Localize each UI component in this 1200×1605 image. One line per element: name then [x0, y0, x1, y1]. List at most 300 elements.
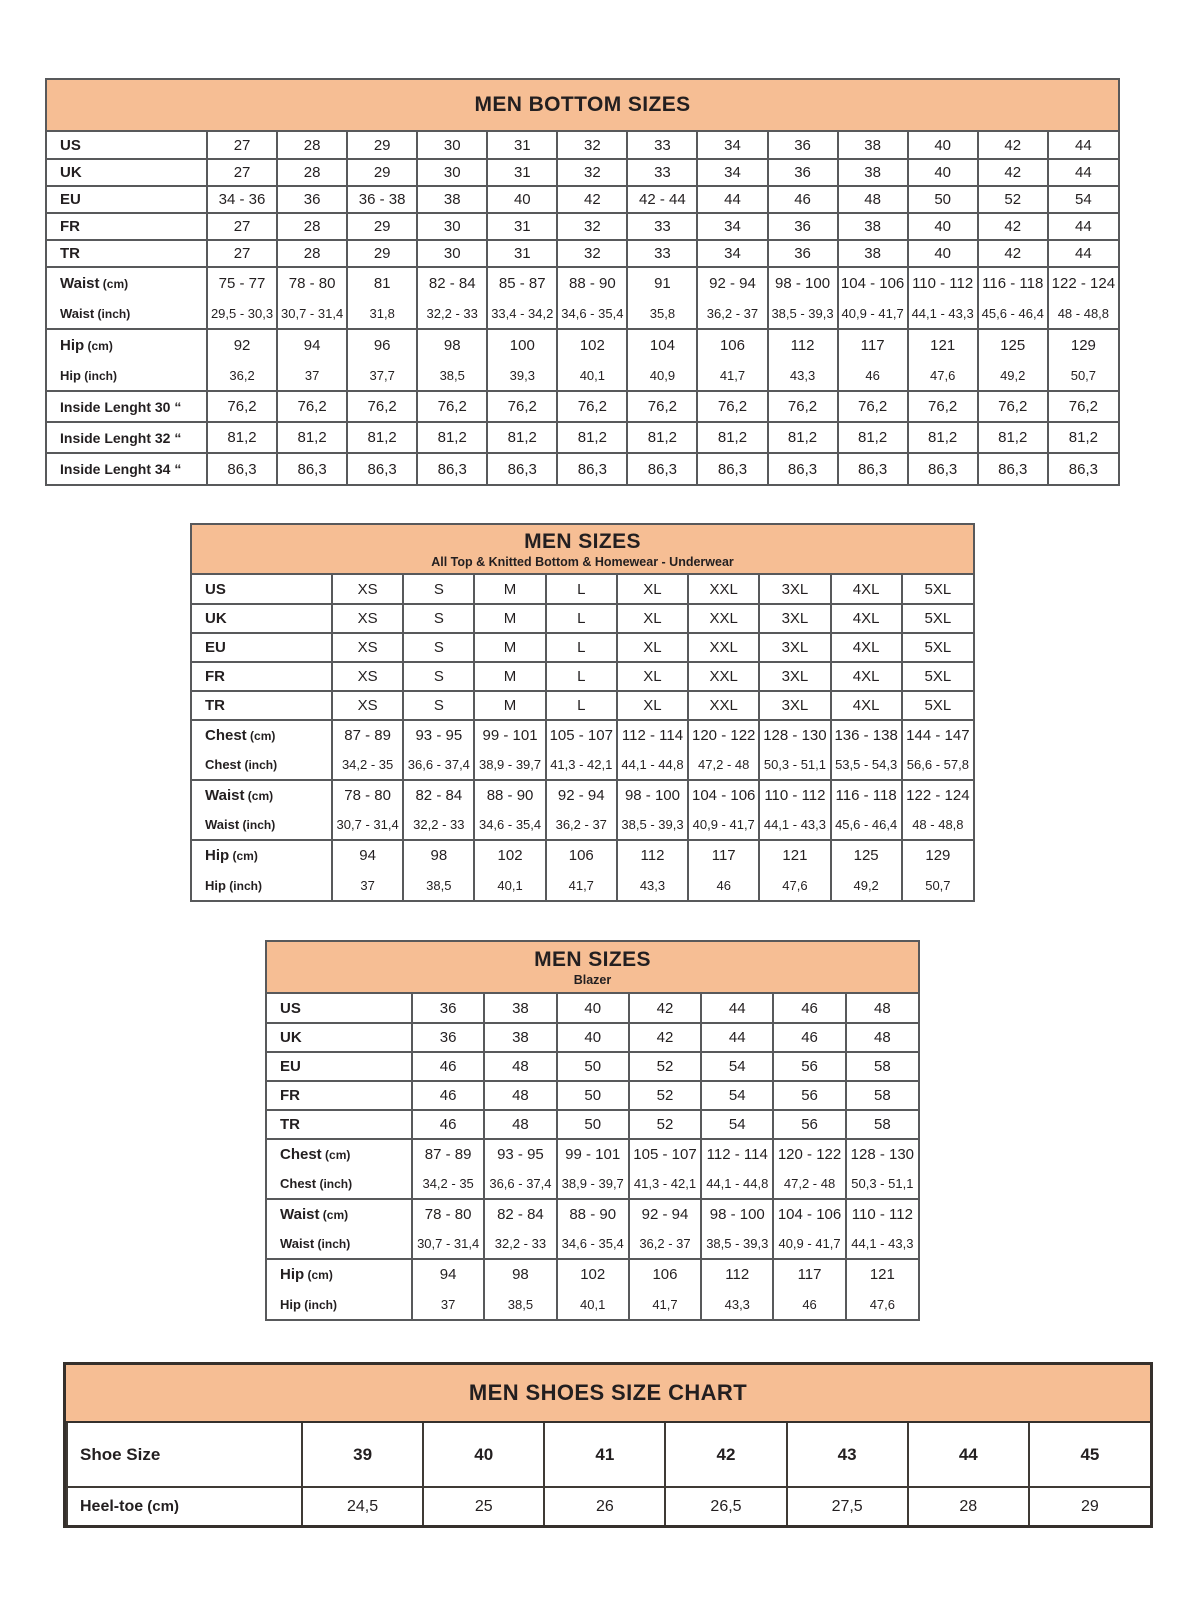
table-cell: 48 — [846, 1023, 918, 1052]
row-label: Inside Lenght 30 “ — [47, 391, 207, 422]
table-cell: 86,3 — [768, 453, 838, 484]
table-cell: 92 - 94 — [629, 1199, 701, 1229]
table-cell: 28 — [277, 132, 347, 159]
table-cell: 46 — [773, 1023, 845, 1052]
table-cell: 37,7 — [347, 360, 417, 391]
table-row — [267, 1229, 918, 1259]
table-cell: 43,3 — [701, 1289, 773, 1319]
row-label: FR — [267, 1081, 412, 1110]
table-cell: 86,3 — [487, 453, 557, 484]
table-cell: 32 — [557, 213, 627, 240]
table-cell: 34 — [697, 159, 767, 186]
table-cell: 33 — [627, 132, 697, 159]
table-cell: 42 — [978, 159, 1048, 186]
table-cell: 28 — [277, 213, 347, 240]
table-cell: 47,6 — [908, 360, 978, 391]
table-cell: 28 — [277, 159, 347, 186]
row-label: US — [280, 999, 301, 1017]
table-cell: 76,2 — [978, 391, 1048, 422]
table-cell: 76,2 — [768, 391, 838, 422]
table-cell: 44 — [908, 1423, 1029, 1487]
table-subtitle: All Top & Knitted Bottom & Homewear - Underwear — [431, 554, 734, 569]
table-cell: 104 - 106 — [688, 780, 759, 810]
table-row — [47, 267, 1118, 298]
row-label: Hip (cm) — [47, 329, 207, 360]
table-cell: 38,5 — [403, 870, 474, 900]
table-cell: 34 — [697, 240, 767, 267]
row-label: EU — [192, 633, 332, 662]
table-cell: 128 - 130 — [846, 1139, 918, 1169]
table-cell: XS — [332, 633, 403, 662]
table-cell: 44,1 - 44,8 — [617, 750, 688, 780]
table-cell: 86,3 — [627, 453, 697, 484]
table-cell: M — [474, 691, 545, 720]
table-cell: 26 — [544, 1487, 665, 1525]
row-label: Hip (cm) — [267, 1259, 412, 1289]
table-cell: XS — [332, 662, 403, 691]
table-cell: 36 — [768, 213, 838, 240]
table-cell: 104 - 106 — [838, 267, 908, 298]
table-cell: 54 — [1048, 186, 1118, 213]
row-label: UK — [267, 1023, 412, 1052]
table-cell: 27,5 — [787, 1487, 908, 1525]
table-cell: 48 — [484, 1110, 556, 1139]
table-cell: 105 - 107 — [629, 1139, 701, 1169]
table-cell: 92 - 94 — [546, 780, 617, 810]
table-cell: 4XL — [831, 575, 902, 604]
row-label: Waist (inch) — [60, 305, 131, 321]
table-cell: 36 — [277, 186, 347, 213]
table-cell: M — [474, 633, 545, 662]
table-cell: 54 — [701, 1052, 773, 1081]
table-cell: 106 — [546, 840, 617, 870]
table-cell: 44 — [1048, 132, 1118, 159]
table-cell: 40,1 — [557, 360, 627, 391]
table-cell: 38 — [838, 213, 908, 240]
table-cell: 34,2 - 35 — [412, 1169, 484, 1199]
table-cell: XXL — [688, 662, 759, 691]
table-cell: 76,2 — [1048, 391, 1118, 422]
table-cell: 50 — [557, 1052, 629, 1081]
table-cell: M — [474, 575, 545, 604]
table-row — [192, 720, 973, 750]
row-label: FR — [192, 662, 332, 691]
table-cell: 30,7 - 31,4 — [412, 1229, 484, 1259]
table-cell: XL — [617, 633, 688, 662]
table-cell: 49,2 — [978, 360, 1048, 391]
table-cell: 53,5 - 54,3 — [831, 750, 902, 780]
table-cell: 98 — [403, 840, 474, 870]
table-cell: 40 — [557, 994, 629, 1023]
table-cell: 91 — [627, 267, 697, 298]
table-cell: 41,3 - 42,1 — [546, 750, 617, 780]
table-cell: 31 — [487, 132, 557, 159]
table-cell: XS — [332, 691, 403, 720]
table-cell: 34,6 - 35,4 — [474, 810, 545, 840]
table-cell: 44 — [697, 186, 767, 213]
table-cell: 112 - 114 — [701, 1139, 773, 1169]
table-cell: 50,3 - 51,1 — [846, 1169, 918, 1199]
table-row — [47, 298, 1118, 329]
table-row — [267, 1289, 918, 1319]
row-label: Shoe Size — [67, 1423, 302, 1487]
row-label: TR — [267, 1110, 412, 1139]
table-cell: 40,1 — [474, 870, 545, 900]
row-label: FR — [47, 213, 207, 240]
table-cell: XXL — [688, 575, 759, 604]
table-cell: 43,3 — [617, 870, 688, 900]
table-cell: 93 - 95 — [403, 720, 474, 750]
table-cell: 40 — [908, 159, 978, 186]
table-cell: 98 - 100 — [617, 780, 688, 810]
table-cell: 40 — [908, 213, 978, 240]
table-cell: 24,5 — [302, 1487, 423, 1525]
table-cell: XL — [617, 691, 688, 720]
table-cell: 26,5 — [665, 1487, 786, 1525]
table-row — [47, 186, 1118, 213]
row-label: Heel-toe (cm) — [67, 1487, 302, 1525]
row-label: UK — [47, 159, 207, 186]
table-cell: 41,7 — [546, 870, 617, 900]
table-cell: 106 — [697, 329, 767, 360]
table-title: MEN SIZES — [524, 529, 641, 553]
table-cell: 105 - 107 — [546, 720, 617, 750]
table-cell: 32 — [557, 159, 627, 186]
table-cell: 102 — [557, 1259, 629, 1289]
table-cell: 36 — [768, 159, 838, 186]
table-cell: 42 — [557, 186, 627, 213]
table-cell: 3XL — [759, 575, 830, 604]
table-cell: 47,6 — [759, 870, 830, 900]
table-cell: S — [403, 691, 474, 720]
table-cell: 5XL — [902, 604, 973, 633]
row-label: TR — [47, 240, 207, 267]
table-cell: 32,2 - 33 — [403, 810, 474, 840]
table-cell: 86,3 — [908, 453, 978, 484]
table-cell: 48 — [484, 1052, 556, 1081]
table-row — [67, 1487, 1150, 1525]
table-cell: 33 — [627, 213, 697, 240]
table-cell: 122 - 124 — [1048, 267, 1118, 298]
table-row — [47, 132, 1118, 159]
row-label: EU — [267, 1052, 412, 1081]
table-cell: 82 - 84 — [484, 1199, 556, 1229]
table-cell: 110 - 112 — [759, 780, 830, 810]
table-cell: XS — [332, 604, 403, 633]
table-title: MEN SIZES — [534, 947, 651, 971]
table-cell: 144 - 147 — [902, 720, 973, 750]
table-cell: 58 — [846, 1110, 918, 1139]
table-cell: 49,2 — [831, 870, 902, 900]
table-cell: 50 — [557, 1081, 629, 1110]
table-cell: 36,6 - 37,4 — [484, 1169, 556, 1199]
table-cell: 36,2 - 37 — [546, 810, 617, 840]
table-cell: 44 — [701, 1023, 773, 1052]
table-cell: S — [403, 575, 474, 604]
table-cell: 81,2 — [207, 422, 277, 453]
table-cell: 5XL — [902, 575, 973, 604]
table-cell: 41,3 - 42,1 — [629, 1169, 701, 1199]
table-cell: 42 — [629, 994, 701, 1023]
table-row — [192, 780, 973, 810]
table-cell: 43 — [787, 1423, 908, 1487]
table-cell: 102 — [557, 329, 627, 360]
table-cell: 46 — [773, 994, 845, 1023]
table-cell: 36 — [412, 1023, 484, 1052]
table-cell: 81,2 — [838, 422, 908, 453]
table-row — [192, 633, 973, 662]
table-cell: 37 — [277, 360, 347, 391]
table-cell: XXL — [688, 604, 759, 633]
table-cell: 34 - 36 — [207, 186, 277, 213]
table-cell: 112 - 114 — [617, 720, 688, 750]
table-cell: 50,3 - 51,1 — [759, 750, 830, 780]
table-cell: 52 — [629, 1081, 701, 1110]
table-cell: 88 - 90 — [557, 267, 627, 298]
table-cell: 38 — [484, 994, 556, 1023]
table-cell: 76,2 — [557, 391, 627, 422]
table-cell: 30 — [417, 132, 487, 159]
table-cell: 85 - 87 — [487, 267, 557, 298]
table-cell: 121 — [908, 329, 978, 360]
table-cell: 27 — [207, 132, 277, 159]
row-label: Waist (inch) — [280, 1236, 351, 1251]
table-cell: 28 — [277, 240, 347, 267]
table-cell: 46 — [773, 1289, 845, 1319]
table-cell: XL — [617, 662, 688, 691]
table-cell: 38,5 — [417, 360, 487, 391]
table-cell: 87 - 89 — [332, 720, 403, 750]
table-cell: 50 — [908, 186, 978, 213]
row-label: Waist (cm) — [267, 1199, 412, 1229]
table-cell: 98 - 100 — [701, 1199, 773, 1229]
table-cell: 33 — [627, 240, 697, 267]
table-cell: 40,9 - 41,7 — [688, 810, 759, 840]
table-cell: 34 — [697, 213, 767, 240]
table-cell: 56,6 - 57,8 — [902, 750, 973, 780]
table-cell: 46 — [838, 360, 908, 391]
table-cell: 76,2 — [417, 391, 487, 422]
row-label: TR — [192, 691, 332, 720]
table-cell: XL — [617, 575, 688, 604]
table-cell: 117 — [838, 329, 908, 360]
table-row — [67, 1423, 1150, 1487]
table-cell: 121 — [846, 1259, 918, 1289]
table-cell: 52 — [629, 1052, 701, 1081]
table-cell: 43,3 — [768, 360, 838, 391]
table-cell: 87 - 89 — [412, 1139, 484, 1169]
table-cell: 50,7 — [902, 870, 973, 900]
table-cell: 82 - 84 — [403, 780, 474, 810]
table-cell: 32 — [557, 240, 627, 267]
table-cell: 76,2 — [487, 391, 557, 422]
table-cell: 42 — [978, 132, 1048, 159]
table-cell: 3XL — [759, 604, 830, 633]
table-cell: 3XL — [759, 691, 830, 720]
table-cell: 42 - 44 — [627, 186, 697, 213]
table-cell: 45,6 - 46,4 — [978, 298, 1048, 329]
table-cell: 42 — [978, 240, 1048, 267]
table-cell: 100 — [487, 329, 557, 360]
table-cell: 44 — [1048, 159, 1118, 186]
table-cell: 76,2 — [838, 391, 908, 422]
table-cell: 75 - 77 — [207, 267, 277, 298]
table-cell: 125 — [831, 840, 902, 870]
table-row — [267, 1169, 918, 1199]
table-cell: 39 — [302, 1423, 423, 1487]
table-row — [267, 994, 918, 1023]
table-cell: 42 — [978, 213, 1048, 240]
table-row — [267, 1052, 918, 1081]
table-cell: 34 — [697, 132, 767, 159]
table-cell: 78 - 80 — [332, 780, 403, 810]
table-row — [47, 159, 1118, 186]
table-cell: 47,2 - 48 — [688, 750, 759, 780]
table-cell: 110 - 112 — [908, 267, 978, 298]
table-cell: 81,2 — [978, 422, 1048, 453]
table-cell: 40,1 — [557, 1289, 629, 1319]
table-cell: 48 — [838, 186, 908, 213]
table-cell: 94 — [277, 329, 347, 360]
row-label: Chest (cm) — [192, 720, 332, 750]
table-cell: 50,7 — [1048, 360, 1118, 391]
table-cell: S — [403, 633, 474, 662]
table-row — [47, 453, 1118, 484]
table-cell: 56 — [773, 1081, 845, 1110]
table-row — [47, 213, 1118, 240]
table-cell: 31 — [487, 159, 557, 186]
table-cell: 3XL — [759, 662, 830, 691]
table-cell: 112 — [768, 329, 838, 360]
table-cell: 129 — [902, 840, 973, 870]
table-title: MEN BOTTOM SIZES — [474, 93, 691, 116]
table-cell: 30 — [417, 159, 487, 186]
table-cell: XS — [332, 575, 403, 604]
table-cell: 46 — [688, 870, 759, 900]
table-cell: L — [546, 691, 617, 720]
table-cell: 44,1 - 44,8 — [701, 1169, 773, 1199]
table-row — [267, 1199, 918, 1229]
row-label: Inside Lenght 32 “ — [47, 422, 207, 453]
table-cell: 29 — [347, 159, 417, 186]
table-cell: 36,6 - 37,4 — [403, 750, 474, 780]
table-cell: 30 — [417, 213, 487, 240]
table-cell: 86,3 — [207, 453, 277, 484]
table-cell: 38,5 - 39,3 — [701, 1229, 773, 1259]
table-cell: 32,2 - 33 — [417, 298, 487, 329]
table-cell: 122 - 124 — [902, 780, 973, 810]
table-cell: 76,2 — [627, 391, 697, 422]
table-cell: 120 - 122 — [773, 1139, 845, 1169]
table-cell: 76,2 — [207, 391, 277, 422]
table-cell: 42 — [629, 1023, 701, 1052]
table-cell: 117 — [688, 840, 759, 870]
men-shoes-grid — [66, 1423, 1150, 1525]
table-row — [192, 662, 973, 691]
row-label: US — [205, 580, 226, 598]
table-cell: 27 — [207, 213, 277, 240]
table-cell: 36 - 38 — [347, 186, 417, 213]
men-sizes-blazer-table — [265, 940, 920, 1321]
table-cell: 31,8 — [347, 298, 417, 329]
table-cell: 120 - 122 — [688, 720, 759, 750]
table-cell: 104 — [627, 329, 697, 360]
table-cell: 81,2 — [277, 422, 347, 453]
table-row — [267, 1139, 918, 1169]
table-cell: 4XL — [831, 633, 902, 662]
table-cell: 50 — [557, 1110, 629, 1139]
table-row — [192, 575, 973, 604]
table-cell: 81,2 — [557, 422, 627, 453]
table-cell: 52 — [629, 1110, 701, 1139]
table-cell: 3XL — [759, 633, 830, 662]
table-cell: 99 - 101 — [557, 1139, 629, 1169]
table-cell: 40,9 - 41,7 — [838, 298, 908, 329]
table-cell: 34,6 - 35,4 — [557, 1229, 629, 1259]
table-cell: 38 — [838, 240, 908, 267]
men-shoes-title-bar — [66, 1365, 1150, 1423]
men-sizes-blazer-grid — [267, 994, 918, 1319]
table-cell: 78 - 80 — [277, 267, 347, 298]
row-label: Waist (cm) — [47, 267, 207, 298]
row-label: Hip (cm) — [192, 840, 332, 870]
table-cell: 38,5 - 39,3 — [617, 810, 688, 840]
table-cell: 94 — [332, 840, 403, 870]
table-cell: 33 — [627, 159, 697, 186]
table-cell: 125 — [978, 329, 1048, 360]
table-cell: 96 — [347, 329, 417, 360]
table-cell: 54 — [701, 1110, 773, 1139]
table-cell: 36,2 - 37 — [629, 1229, 701, 1259]
table-cell: 99 - 101 — [474, 720, 545, 750]
table-cell: 46 — [412, 1052, 484, 1081]
table-cell: 41 — [544, 1423, 665, 1487]
table-cell: 86,3 — [838, 453, 908, 484]
table-title: MEN SHOES SIZE CHART — [468, 1380, 748, 1405]
table-cell: 76,2 — [697, 391, 767, 422]
row-label: EU — [47, 186, 207, 213]
table-cell: 81 — [347, 267, 417, 298]
table-cell: 40 — [487, 186, 557, 213]
table-row — [47, 391, 1118, 422]
men-bottom-sizes-title-bar — [47, 80, 1118, 132]
table-cell: 44,1 - 43,3 — [846, 1229, 918, 1259]
table-cell: 106 — [629, 1259, 701, 1289]
table-cell: 86,3 — [347, 453, 417, 484]
table-cell: 36 — [412, 994, 484, 1023]
table-cell: S — [403, 662, 474, 691]
table-row — [267, 1023, 918, 1052]
table-cell: 86,3 — [277, 453, 347, 484]
table-cell: 37 — [412, 1289, 484, 1319]
table-cell: 116 - 118 — [978, 267, 1048, 298]
table-cell: 27 — [207, 159, 277, 186]
table-cell: 98 — [484, 1259, 556, 1289]
table-cell: 36,2 - 37 — [697, 298, 767, 329]
row-label: Hip (inch) — [60, 367, 117, 383]
men-bottom-sizes-table — [45, 78, 1120, 486]
table-cell: 92 — [207, 329, 277, 360]
table-cell: 40,9 — [627, 360, 697, 391]
table-cell: 30,7 - 31,4 — [332, 810, 403, 840]
table-cell: L — [546, 633, 617, 662]
table-cell: 93 - 95 — [484, 1139, 556, 1169]
table-cell: 48 — [484, 1081, 556, 1110]
table-cell: 129 — [1048, 329, 1118, 360]
table-cell: 44,1 - 43,3 — [908, 298, 978, 329]
table-cell: 46 — [412, 1110, 484, 1139]
table-cell: 29 — [347, 240, 417, 267]
